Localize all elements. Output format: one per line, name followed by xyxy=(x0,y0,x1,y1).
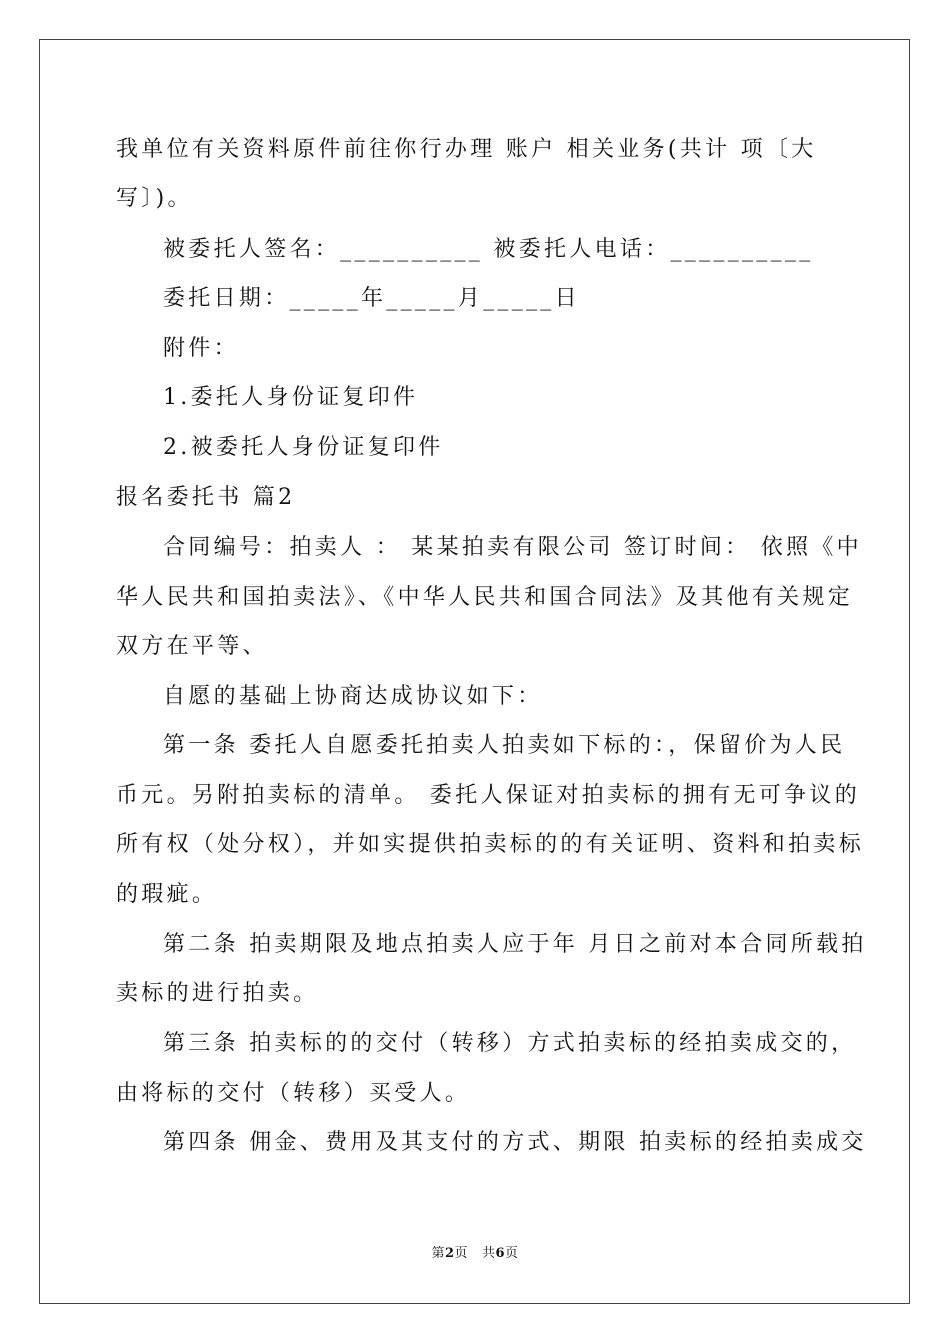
article-1-line-3: 所有权（处分权），并如实提供拍卖标的的有关证明、资料和拍卖标 xyxy=(116,832,865,857)
footer-page-prefix: 第 xyxy=(431,1246,445,1261)
article-3-line-2: 由将标的交付（转移）买受人。 xyxy=(116,1081,471,1106)
section-title: 报名委托书 篇2 xyxy=(116,485,296,510)
article-2-line-2: 卖标的进行拍卖。 xyxy=(116,981,319,1006)
article-3-line-1: 第三条 拍卖标的的交付（转移）方式拍卖标的经拍卖成交的， xyxy=(163,1031,857,1056)
attachment-item-1: 1.委托人身份证复印件 xyxy=(163,385,419,410)
body-line-1: 我单位有关资料原件前往你行办理 账户 相关业务(共计 项〔大 xyxy=(116,137,817,162)
contract-line-3: 双方在平等、 xyxy=(116,634,268,659)
footer-page-current: 2 xyxy=(444,1246,455,1261)
footer-total-suffix: 页 xyxy=(505,1246,519,1261)
article-1-line-2: 币元。另附拍卖标的清单。 委托人保证对拍卖标的拥有无可争议的 xyxy=(116,783,860,808)
article-4-line-1: 第四条 佣金、费用及其支付的方式、期限 拍卖标的经拍卖成交 xyxy=(163,1130,867,1155)
contract-line-2: 华人民共和国拍卖法》、《中华人民共和国合同法》及其他有关规定 xyxy=(116,585,854,610)
footer-page-suffix: 页 xyxy=(454,1246,469,1261)
contract-line-4: 自愿的基础上协商达成协议如下： xyxy=(163,684,543,709)
article-1-line-4: 的瑕疵。 xyxy=(116,882,218,907)
page-footer xyxy=(0,1246,950,1262)
signature-line: 被委托人签名：__________ 被委托人电话：__________ xyxy=(163,237,814,262)
footer-total-prefix: 共 xyxy=(481,1246,496,1261)
attachment-item-2: 2.被委托人身份证复印件 xyxy=(163,435,444,460)
contract-line-1: 合同编号：拍卖人 ： 某某拍卖有限公司 签订时间： 依照《中 xyxy=(163,535,862,560)
page-border xyxy=(39,39,910,1304)
date-line: 委托日期：_____年_____月_____日 xyxy=(163,286,580,311)
body-line-2: 写〕)。 xyxy=(116,186,193,211)
footer-page-total: 6 xyxy=(495,1246,506,1261)
attachments-heading: 附件： xyxy=(163,336,239,361)
article-2-line-1: 第二条 拍卖期限及地点拍卖人应于年 月日之前对本合同所载拍 xyxy=(163,932,867,957)
article-1-line-1: 第一条 委托人自愿委托拍卖人拍卖如下标的：，保留价为人民 xyxy=(163,733,846,758)
